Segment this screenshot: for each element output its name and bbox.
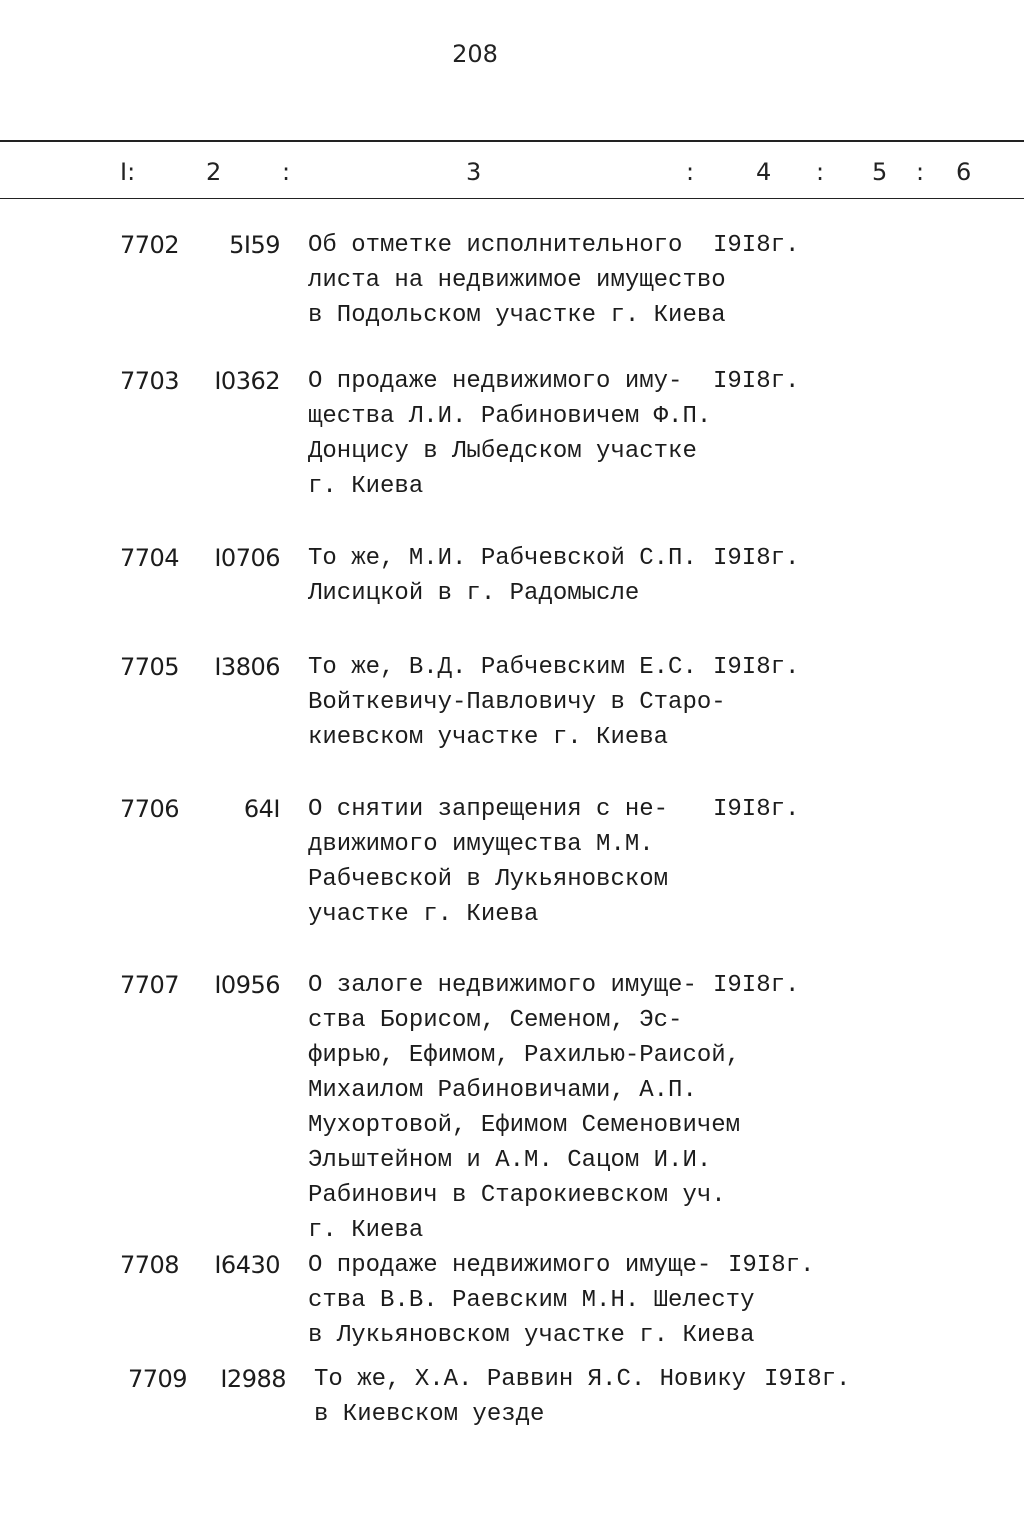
header-col-3: 3	[466, 158, 482, 186]
description-line: Эльштейном и А.М. Сацом И.И.	[308, 1147, 712, 1174]
record-reference: 64I	[243, 795, 280, 823]
description-line: в Лукьяновском участке г. Киева	[308, 1322, 755, 1349]
description-line: в Подольском участке г. Киева	[308, 302, 726, 329]
record-description	[308, 650, 738, 755]
record-reference: I3806	[214, 653, 280, 681]
record-year: I9I8г.	[713, 654, 800, 681]
description-line: листа на недвижимое имущество	[308, 267, 726, 294]
record-description	[308, 968, 741, 1248]
record-description	[308, 541, 738, 611]
header-col-1: I:	[120, 158, 136, 186]
record-number: 7702	[120, 231, 180, 259]
description-line: Лисицкой в г. Радомысле	[308, 580, 640, 607]
record-reference: I0956	[214, 971, 280, 999]
description-line: г. Киева	[308, 1217, 424, 1244]
record-reference: 5I59	[229, 231, 280, 259]
record-description	[308, 364, 738, 504]
header-col-5: 5	[872, 158, 888, 186]
record-year: I9I8г.	[713, 232, 800, 259]
record-reference: I0362	[214, 367, 280, 395]
description-line: участке г. Киева	[308, 901, 539, 928]
description-line: То же, В.Д. Рабчевским Е.С.	[308, 654, 697, 681]
record-number: 7707	[120, 971, 180, 999]
record-year: I9I8г.	[713, 368, 800, 395]
header-col-4: 4	[756, 158, 772, 186]
description-line: О продаже недвижимого иму-	[308, 368, 683, 395]
record-description	[308, 228, 738, 333]
description-line: Войткевичу-Павловичу в Старо-	[308, 689, 726, 716]
description-line: киевском участке г. Киева	[308, 724, 669, 751]
record-reference: I0706	[214, 544, 280, 572]
description-line: Об отметке исполнительного	[308, 232, 683, 259]
description-line: Рабчевской в Лукьяновском	[308, 866, 669, 893]
record-year: I9I8г.	[728, 1252, 815, 1279]
record-year: I9I8г.	[713, 545, 800, 572]
record-year: I9I8г.	[764, 1366, 851, 1393]
description-line: движимого имущества М.М.	[308, 831, 654, 858]
description-line: щества Л.И. Рабиновичем Ф.П.	[308, 403, 712, 430]
header-separator: :	[816, 158, 825, 186]
record-year: I9I8г.	[713, 796, 800, 823]
description-line: Донцису в Лыбедском участке	[308, 438, 697, 465]
header-col-2: 2	[206, 158, 222, 186]
record-description	[314, 1362, 774, 1432]
description-line: в Киевском уезде	[314, 1401, 545, 1428]
description-line: То же, М.И. Рабчевской С.П.	[308, 545, 697, 572]
description-line: Михаилом Рабиновичами, А.П.	[308, 1077, 697, 1104]
description-line: г. Киева	[308, 473, 424, 500]
description-line: О залоге недвижимого имуще-	[308, 972, 697, 999]
description-line: ства В.В. Раевским М.Н. Шелесту	[308, 1287, 755, 1314]
page-number: 208	[452, 40, 498, 68]
header-separator: :	[686, 158, 695, 186]
description-line: О снятии запрещения с не-	[308, 796, 669, 823]
record-reference: I6430	[214, 1251, 280, 1279]
description-line: О продаже недвижимого имуще-	[308, 1252, 712, 1279]
record-number: 7705	[120, 653, 180, 681]
header-separator: :	[916, 158, 925, 186]
record-number: 7704	[120, 544, 180, 572]
record-number: 7706	[120, 795, 180, 823]
record-number: 7708	[120, 1251, 180, 1279]
record-description	[308, 1248, 755, 1353]
record-reference: I2988	[220, 1365, 286, 1393]
description-line: Мухортовой, Ефимом Семеновичем	[308, 1112, 741, 1139]
record-description	[308, 792, 738, 932]
record-year: I9I8г.	[713, 972, 800, 999]
description-line: Рабинович в Старокиевском уч.	[308, 1182, 726, 1209]
description-line: фирью, Ефимом, Рахилью-Раисой,	[308, 1042, 741, 1069]
description-line: ства Борисом, Семеном, Эс-	[308, 1007, 683, 1034]
table-top-rule	[0, 140, 1024, 142]
record-number: 7709	[128, 1365, 188, 1393]
table-header-rule	[0, 198, 1024, 199]
description-line: То же, Х.А. Раввин Я.С. Новику	[314, 1366, 747, 1393]
header-separator: :	[282, 158, 291, 186]
header-col-6: 6	[956, 158, 972, 186]
record-number: 7703	[120, 367, 180, 395]
